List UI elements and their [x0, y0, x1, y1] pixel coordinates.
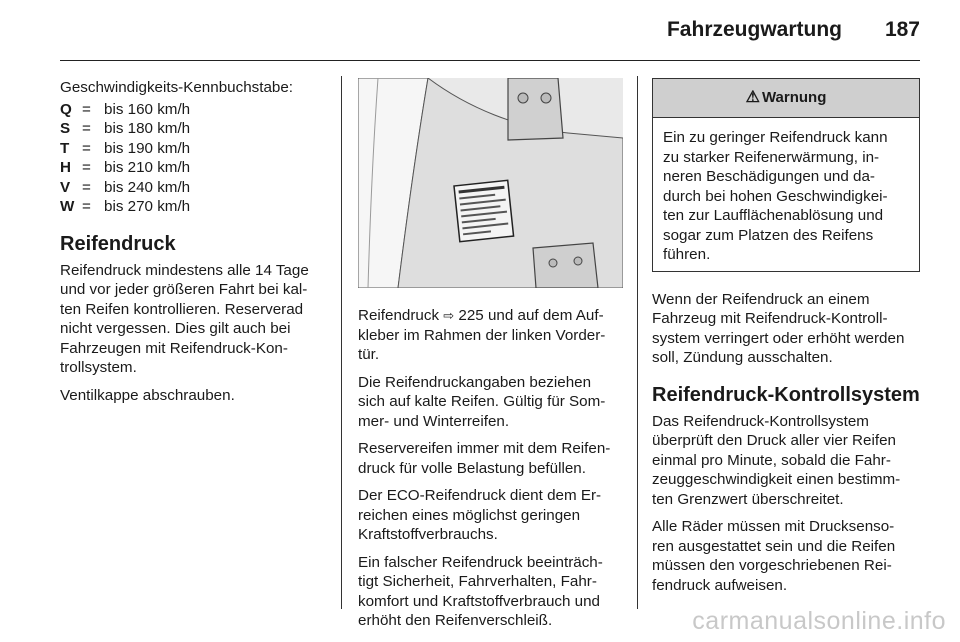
speed-code-letter: T — [60, 139, 70, 157]
speed-code-row — [60, 139, 325, 159]
speed-code-letter: Q — [60, 100, 72, 118]
speed-code-row — [60, 197, 325, 217]
section-title: Fahrzeugwartung — [666, 18, 842, 41]
paragraph: Ein falscher Reifendruck beeinträch- tigt Sicherheit, Fahrverhalten, Fahr- komfort und Kraftstoffverbrauch und erhöht den Reifenverschleiß. — [358, 553, 603, 629]
paragraph: Reservereifen immer mit dem Reifen- druck für volle Belastung befüllen. — [358, 440, 611, 477]
door-frame-sticker-illustration — [358, 78, 623, 288]
paragraph: Der ECO-Reifendruck dient dem Er- reichen eines möglichst geringen Kraftstoffverbrauchs. — [358, 487, 602, 543]
paragraph: Ventilkappe abschrauben. — [60, 386, 235, 404]
speed-code-equals: = — [82, 139, 91, 157]
paragraph: Wenn der Reifendruck an einem Fahrzeug mit Reifendruck-Kontroll- system verringert oder erhöht werden soll, Zündung ausschalten. — [652, 290, 905, 366]
speed-code-equals: = — [82, 159, 91, 176]
column-right — [652, 78, 920, 603]
paragraph: Das Reifendruck-Kontrollsystem überprüft den Druck aller vier Reifen einmal pro Minute, sobald die Fahr- zeuggeschwindigkeit einen bestimm- ten Grenzwert überschreitet. — [652, 412, 901, 508]
watermark: carmanualsonline.info — [692, 607, 946, 635]
speed-code-value: bis 180 km/h — [104, 120, 191, 137]
warning-text: Ein zu geringer Reifendruck kann zu starker Reifenerwärmung, in- neren Beschädigungen und da- durch bei hohen Geschwindigkei- ten zur Laufflächenablösung und sogar zum Platzen des Reifens führen. — [663, 129, 888, 263]
speed-code-equals: = — [82, 100, 91, 118]
speed-code-row — [60, 178, 325, 198]
page-reference-icon: ⇨ — [443, 308, 455, 323]
warning-box — [652, 78, 920, 272]
speed-code-list — [60, 100, 325, 217]
warning-triangle-icon: ⚠ — [745, 89, 760, 107]
warning-title: Warnung — [761, 89, 827, 107]
speed-code-equals: = — [82, 120, 91, 137]
speed-code-letter: W — [60, 198, 75, 215]
paragraph — [358, 306, 623, 365]
page-header — [60, 0, 920, 61]
column-divider — [637, 76, 638, 609]
paragraph: Die Reifendruckangaben beziehen sich auf kalte Reifen. Gültig für Som- mer- und Winterreifen. — [358, 373, 606, 430]
speed-code-letter: S — [60, 120, 71, 137]
speed-code-equals: = — [82, 178, 91, 196]
speed-code-row — [60, 119, 325, 139]
speed-code-value: bis 240 km/h — [104, 178, 191, 196]
speed-code-value: bis 190 km/h — [104, 139, 191, 157]
speed-code-equals: = — [82, 198, 91, 215]
speed-code-row — [60, 158, 325, 178]
speed-code-intro: Geschwindigkeits-Kennbuchstabe: — [60, 79, 294, 96]
speed-code-value: bis 160 km/h — [104, 100, 191, 118]
speed-code-letter: V — [60, 178, 71, 196]
speed-code-value: bis 270 km/h — [104, 198, 191, 215]
column-left — [60, 78, 325, 413]
page-number: 187 — [884, 18, 920, 41]
speed-code-value: bis 210 km/h — [104, 159, 191, 176]
speed-code-letter: H — [60, 159, 71, 176]
door-frame-drawing — [358, 78, 623, 288]
paragraph: Reifendruck mindestens alle 14 Tage und vor jeder größeren Fahrt bei kal- ten Reifen kontrollieren. Reserverad nicht vergessen. Dies gilt auch bei Fahrzeugen mit Reifendruck-Kon- trollsystem. — [60, 261, 309, 376]
heading-tire-pressure: Reifendruck — [60, 232, 176, 255]
heading-tpms: Reifendruck-Kontrollsystem — [652, 383, 920, 406]
speed-code-row — [60, 100, 325, 120]
text-run: Reifendruck — [358, 307, 444, 324]
tire-pressure-sticker — [454, 180, 514, 241]
warning-header — [653, 79, 919, 118]
column-divider — [341, 76, 342, 609]
paragraph: Alle Räder müssen mit Drucksenso- ren ausgestattet sein und die Reifen müssen den vorgeschriebenen Rei- fendruck aufweisen. — [652, 518, 896, 594]
column-middle — [358, 78, 623, 639]
text-run: 225 und auf dem Auf- kleber im Rahmen der linken Vorder- tür. — [358, 307, 606, 363]
